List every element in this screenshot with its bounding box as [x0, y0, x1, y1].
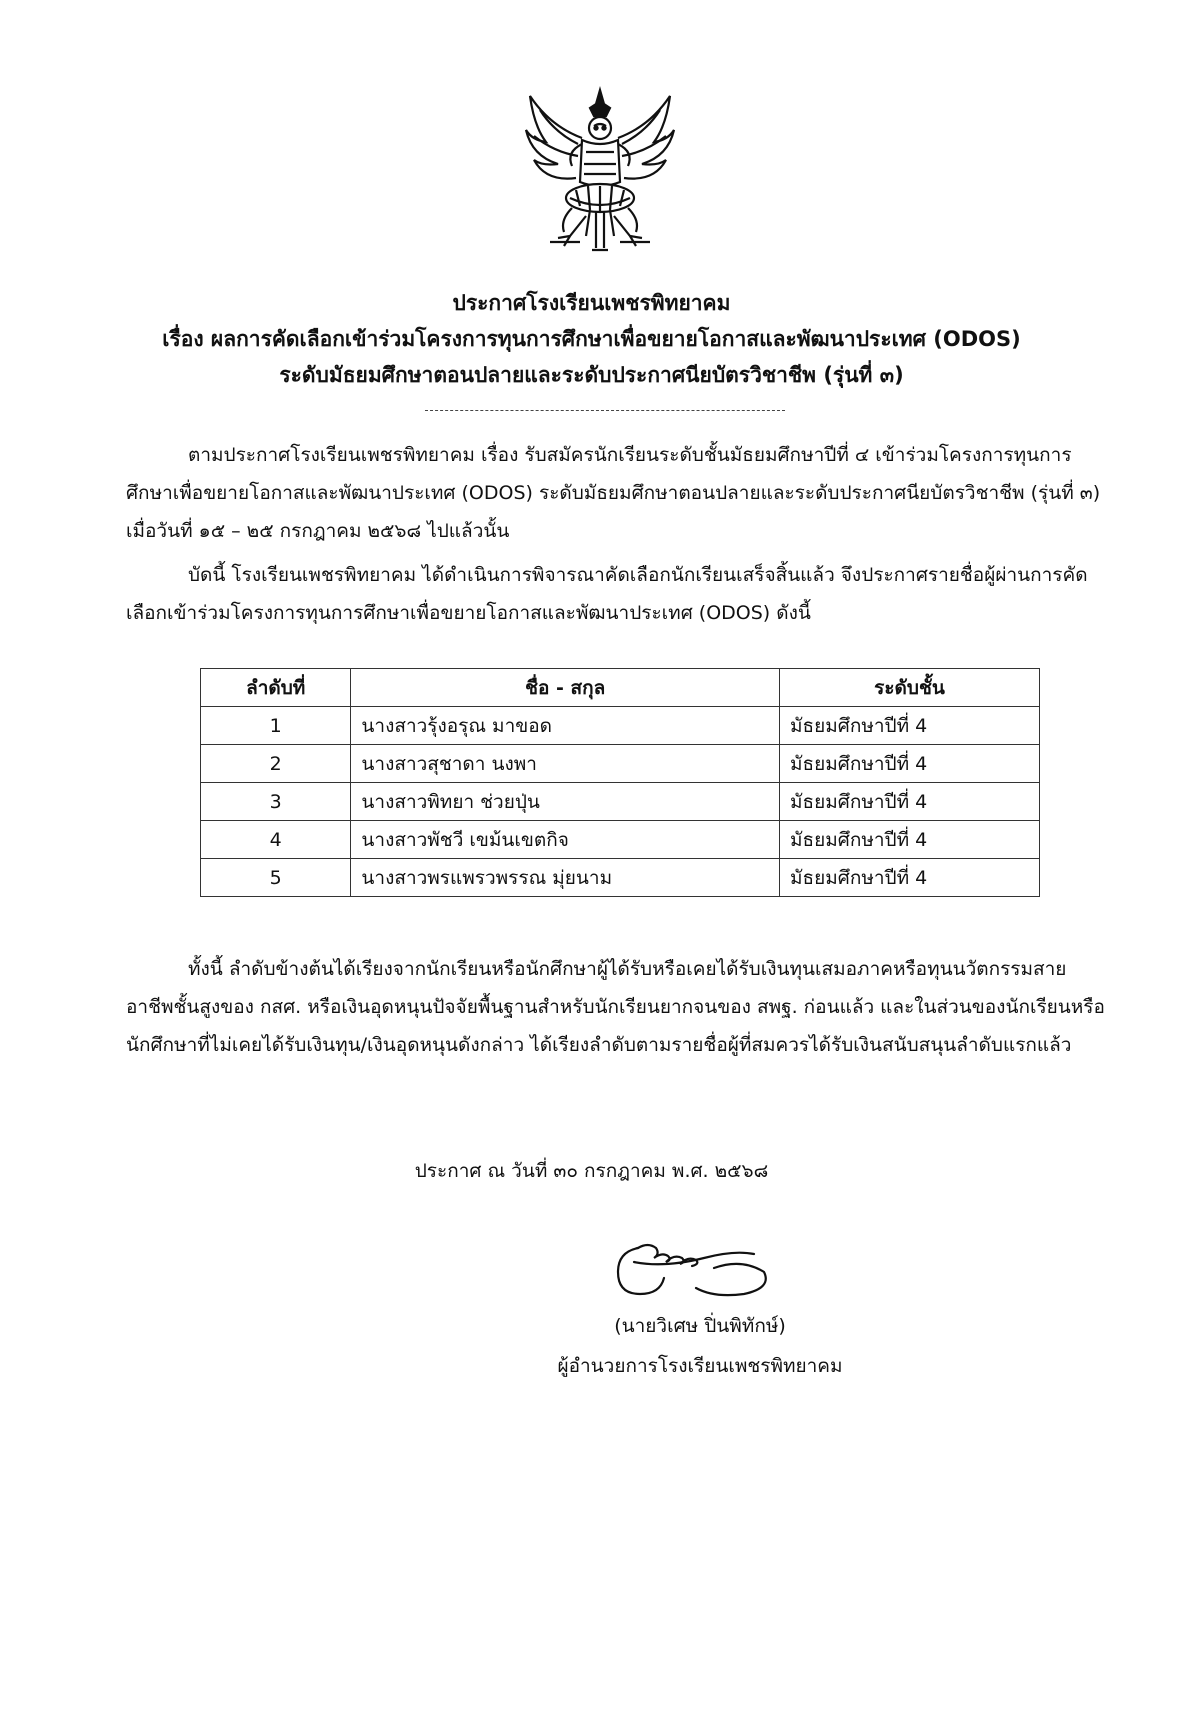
- note-paragraph: [126, 950, 1106, 1064]
- table-row: [201, 745, 1040, 783]
- row-name: นางสาวสุชาดา นงพา: [351, 745, 780, 783]
- table-row: [201, 821, 1040, 859]
- signature-icon: [604, 1228, 784, 1308]
- announcement-subject-level: ระดับมัธยมศึกษาตอนปลายและระดับประกาศนียบัตรวิชาชีพ (รุ่นที่ ๓): [279, 363, 904, 387]
- row-name: นางสาวพิทยา ช่วยปุ่น: [351, 783, 780, 821]
- row-level: มัธยมศึกษาปีที่ 4: [780, 783, 1040, 821]
- row-level: มัธยมศึกษาปีที่ 4: [780, 859, 1040, 897]
- announcement-title: ประกาศโรงเรียนเพชรพิทยาคม: [452, 291, 731, 315]
- intro-paragraph-2-text: บัดนี้ โรงเรียนเพชรพิทยาคม ได้ดำเนินการพิจารณาคัดเลือกนักเรียนเสร็จสิ้นแล้ว จึงประกาศรายชื่อผู้ผ่านการคัดเลือกเข้าร่วมโครงการทุนการศึกษาเพื่อขยายโอกาสและพัฒนาประเทศ (ODOS) ดังนี้: [126, 564, 1088, 624]
- row-no: 5: [201, 859, 351, 897]
- table-row: [201, 783, 1040, 821]
- garuda-emblem-icon: [520, 86, 680, 256]
- announcement-subject: เรื่อง ผลการคัดเลือกเข้าร่วมโครงการทุนการศึกษาเพื่อขยายโอกาสและพัฒนาประเทศ (ODOS): [162, 327, 1021, 351]
- row-level: มัธยมศึกษาปีที่ 4: [780, 707, 1040, 745]
- row-name: นางสาวรุ้งอรุณ มาขอด: [351, 707, 780, 745]
- intro-paragraph-1: [126, 436, 1106, 550]
- row-name: นางสาวพรแพรวพรรณ มุ่ยนาม: [351, 859, 780, 897]
- table-row: [201, 859, 1040, 897]
- row-no: 1: [201, 707, 351, 745]
- selected-students-table: [200, 668, 1040, 897]
- row-name: นางสาวพัชวี เขม้นเขตกิจ: [351, 821, 780, 859]
- intro-paragraph-1-text: ตามประกาศโรงเรียนเพชรพิทยาคม เรื่อง รับสมัครนักเรียนระดับชั้นมัธยมศึกษาปีที่ ๔ เข้าร่วมโครงการทุนการศึกษาเพื่อขยายโอกาสและพัฒนาประเทศ (ODOS) ระดับมัธยมศึกษาตอนปลายและระดับประกาศนียบัตรวิชาชีพ (รุ่นที่ ๓) เมื่อวันที่ ๑๕ – ๒๕ กรกฎาคม ๒๕๖๘ ไปแล้วนั้น: [126, 444, 1101, 542]
- header-no: ลำดับที่: [201, 669, 351, 707]
- table-row: [201, 707, 1040, 745]
- note-paragraph-text: ทั้งนี้ ลำดับข้างต้นได้เรียงจากนักเรียนหรือนักศึกษาผู้ได้รับหรือเคยได้รับเงินทุนเสมอภาคหรือทุนนวัตกรรมสายอาชีพชั้นสูงของ กสศ. หรือเงินอุดหนุนปัจจัยพื้นฐานสำหรับนักเรียนยากจนของ สพฐ. ก่อนแล้ว และในส่วนของนักเรียนหรือนักศึกษาที่ไม่เคยได้รับเงินทุน/เงินอุดหนุนดังกล่าว ได้เรียงลำดับตามรายชื่อผู้ที่สมควรได้รับเงินสนับสนุนลำดับแรกแล้ว: [126, 958, 1105, 1056]
- row-level: มัธยมศึกษาปีที่ 4: [780, 745, 1040, 783]
- announcement-date: ประกาศ ณ วันที่ ๓๐ กรกฎาคม พ.ศ. ๒๕๖๘: [414, 1160, 769, 1182]
- header-name: ชื่อ - สกุล: [351, 669, 780, 707]
- signer-title: ผู้อำนวยการโรงเรียนเพชรพิทยาคม: [557, 1355, 843, 1377]
- signer-name: (นายวิเศษ ปิ่นพิทักษ์): [614, 1315, 786, 1337]
- intro-paragraph-2: [126, 556, 1106, 632]
- row-no: 3: [201, 783, 351, 821]
- table-header-row: [201, 669, 1040, 707]
- row-no: 4: [201, 821, 351, 859]
- header-level: ระดับชั้น: [780, 669, 1040, 707]
- signer-block: [500, 1306, 900, 1386]
- dashed-divider: [425, 410, 785, 411]
- row-level: มัธยมศึกษาปีที่ 4: [780, 821, 1040, 859]
- row-no: 2: [201, 745, 351, 783]
